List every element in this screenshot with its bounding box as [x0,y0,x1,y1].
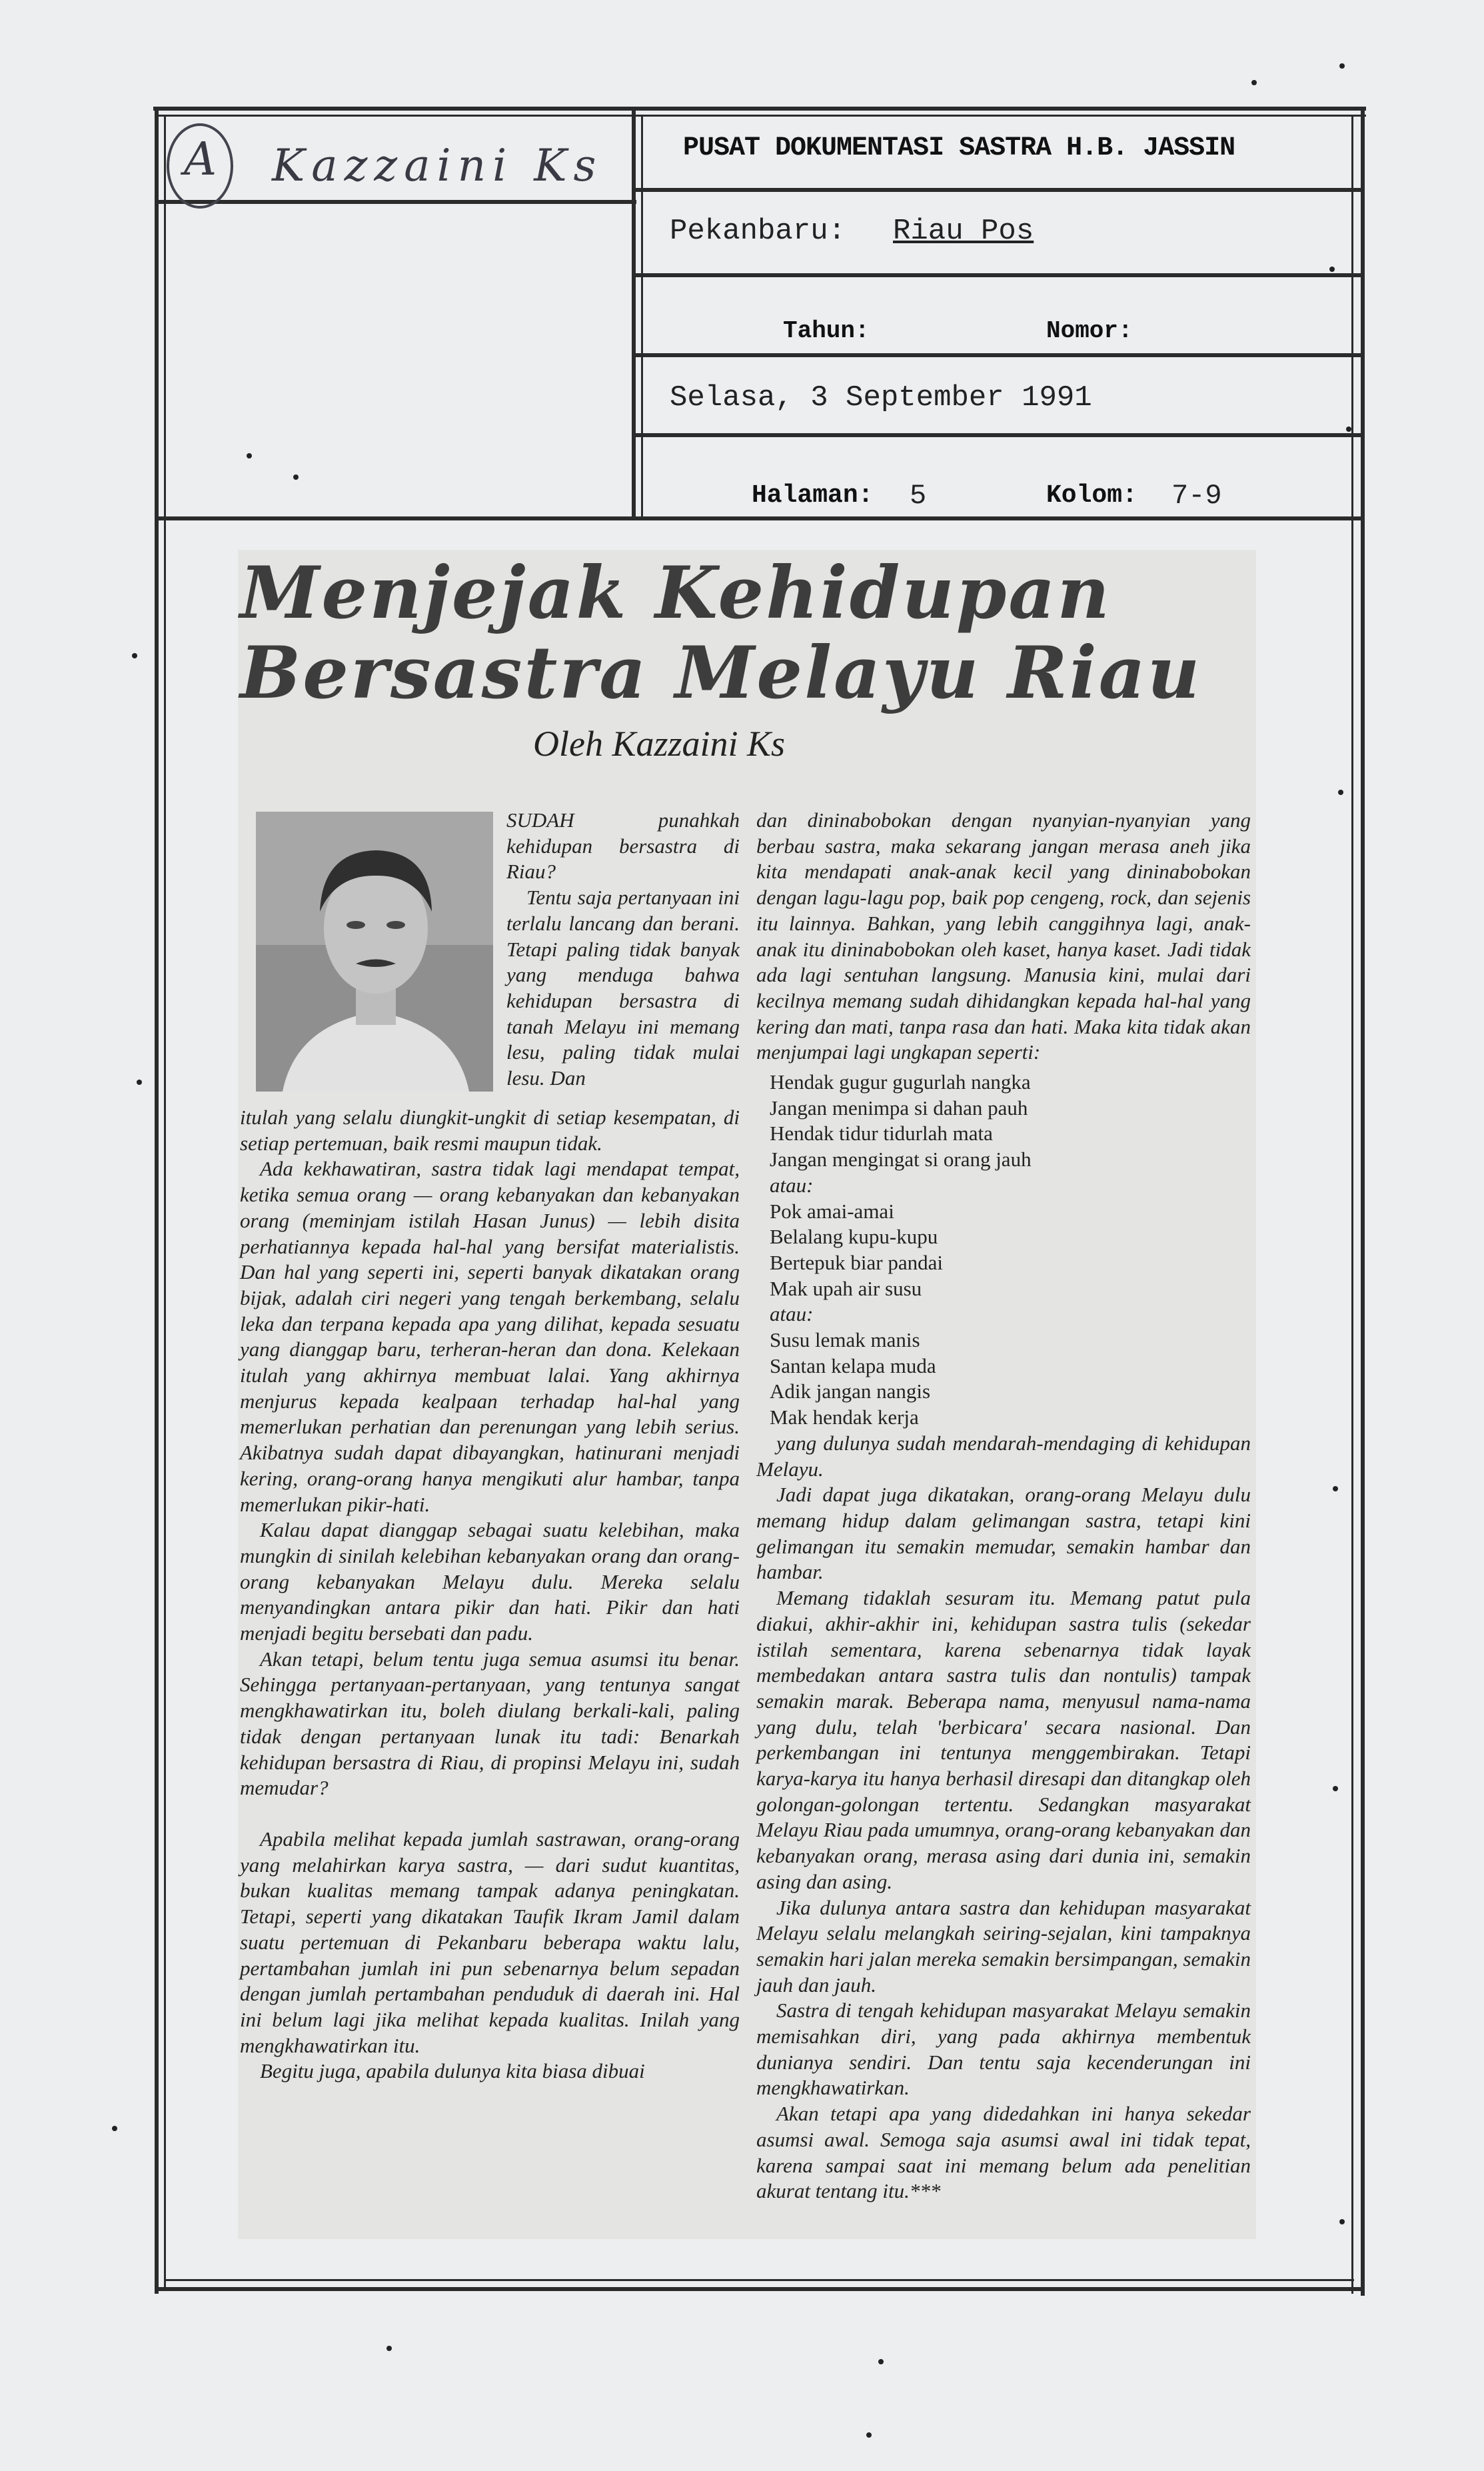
speck [1339,2219,1345,2224]
speck [1338,790,1343,795]
article-byline: Oleh Kazzaini Ks [533,724,786,764]
speck [1329,267,1335,272]
speck [1333,1786,1338,1791]
header-bottom-line [157,516,1363,520]
title-line-1: Menjejak Kehidupan [240,551,1112,635]
article-title [240,553,1253,713]
speck [1346,426,1351,432]
title-line-2: Bersastra Melayu Riau [240,631,1202,715]
halaman-label: Halaman: [752,481,874,510]
frame-top-line [153,107,1366,111]
header-divider-inner [641,117,643,516]
tahun-label: Tahun: [783,317,870,345]
poem-line: Bertepuk biar pandai [770,1250,943,1274]
poem-line: Susu lemak manis [770,1328,920,1352]
speck [866,2432,872,2438]
speck [1251,80,1257,85]
header-row-line-2 [633,273,1363,277]
frame-left-line [155,108,159,2294]
annotation-underline [157,200,636,204]
paragraph: Jadi dapat juga dikatakan, orang-orang Melayu dulu memang hidup dalam gelimangan sastra, tetapi kini gelimangan itu semakin memudar, semakin hambar dan hambar. [756,1483,1251,1584]
paragraph: Memang tidaklah sesuram itu. Memang patut pula diakui, akhir-akhir ini, kehidupan sastra tulis (sekedar istilah sementara, karena sebenarnya tidak layak membedakan antara sastra tulis dan nontulis) tampak semakin marak. Beberapa nama, menyusul nama-nama yang dulu, telah 'berbicara' secara nasional. Dan perkembangan ini tentunya menggembirakan. Tetapi karya-karya itu hanya berhasil diresapi dan ditangkap oleh golongan-golongan tertentu. Sedangkan masyarakat Melayu Riau pada umumnya, orang-orang kebanyakan dan kebanyakan orang, merasa asing dari dunia ini, semakin asing dan asing. [756,1586,1251,1893]
poem-block [770,1070,1251,1431]
archive-title: PUSAT DOKUMENTASI SASTRA H.B. JASSIN [683,133,1235,163]
speck [132,653,137,658]
speck [247,453,252,458]
kolom-value: 7-9 [1171,480,1222,512]
paragraph: itulah yang selalu diungkit-ungkit di setiap kesempatan, di setiap pertemuan, baik resmi maupun tidak. [240,1106,740,1155]
poem-line: Hendak gugur gugurlah nangka [770,1070,1031,1094]
header-row-line-4 [633,433,1363,437]
header-row-line-3 [633,353,1363,357]
left-column-beside-photo [506,808,740,1092]
city-label: Pekanbaru: [670,215,846,248]
left-column [240,1105,740,2084]
author-portrait-icon [256,812,493,1092]
paragraph: Ada kekhawatiran, sastra tidak lagi mendapat tempat, ketika semua orang — orang kebanyakan dan kebanyakan orang (meminjam istilah Hasan Junus) — lebih disita perhatiannya kepada hal-hal yang bersifat materialistis. Dan hal yang seperti ini, seperti banyak dikatakan orang bijak, adalah ciri negeri yang tengah berkembang, selalu leka dan terpana kepada apa yang dilihat, kepada sesuatu yang dianggap baru, terheran-heran dan dona. Kelekaan itulah yang akhirnya membuat lalai. Yang akhirnya menjurus kepada kealpaan terhadap hal-hal yang memerlukan perhatian dan perenungan yang lebih serius. Akibatnya sudah dapat dibayangkan, hatinurani menjadi kering, orang-orang hanya mengikuti alur hambar, tanpa memerlukan pikir-hati. [240,1157,740,1516]
frame-bottom-line-inner [164,2279,1354,2281]
poem-line: Pok amai-amai [770,1199,894,1223]
poem-separator: atau: [770,1173,814,1197]
paragraph: Akan tetapi, belum tentu juga semua asumsi itu benar. Sehingga pertanyaan-pertanyaan, yang tentunya sangat mengkhawatirkan itu, boleh diulang berkali-kali, paling tidak dengan pertanyaan lunak itu tadi: Benarkah kehidupan bersastra di Riau, di propinsi Melayu ini, sudah memudar? [240,1647,740,1800]
poem-line: Mak hendak kerja [770,1405,919,1429]
header-row-line-1 [633,188,1363,192]
speck [878,2359,884,2364]
speck [386,2346,392,2351]
poem-line: Santan kelapa muda [770,1353,936,1377]
paragraph: Kalau dapat dianggap sebagai suatu kelebihan, maka mungkin di sinilah kelebihan kebanyakan orang dan orang-orang kebanyakan Melayu dulu. Mereka selalu menyandingkan antara pikir dan hati. Pikir dan hati menjadi begitu bersebati dan padu. [240,1518,740,1645]
speck [1339,63,1345,69]
frame-left-line-inner [164,115,166,2290]
paragraph: Begitu juga, apabila dulunya kita biasa dibuai [260,2059,645,2083]
poem-separator: atau: [770,1302,814,1326]
frame-top-line-inner [157,115,1366,117]
paragraph: dan dininabobokan dengan nyanyian-nyanyian yang berbau sastra, maka sekarang jangan merasa aneh jika kita mendapati anak-anak kecil yang dininabobokan dengan lagu-lagu pop, baik pop cengeng, rock, dan sejenis itu lainnya. Bahkan, yang lebih canggihnya lagi, anak-anak itu dininabobokan oleh kaset, hanya kaset. Jadi tidak ada lagi sentuhan langsung. Manusia kini, mulai dari kecilnya memang sudah dihidangkan kepada hal-hal yang kering dan mati, tanpa rasa dan hati. Maka kita tidak akan menjumpai lagi ungkapan seperti: [756,808,1251,1064]
author-photo [256,812,493,1092]
frame-right-line-inner [1351,115,1353,2294]
poem-line: Belalang kupu-kupu [770,1225,938,1249]
poem-line: Adik jangan nangis [770,1379,931,1403]
frame-bottom-line [156,2287,1363,2291]
annotation-letter: A [184,133,217,186]
speck [293,474,299,480]
paragraph: Apabila melihat kepada jumlah sastrawan, orang-orang yang melahirkan karya sastra, — dari sudut kuantitas, bukan kualitas memang tampak adanya peningkatan. Tetapi, seperti yang dikatakan Taufik Ikram Jamil dalam suatu pertemuan di Pekanbaru beberapa waktu lalu, pertambahan jumlah ini pun sebenarnya belum sepadan dengan jumlah pertambahan penduduk di daerah ini. Hal ini belum lagi jika melihat kepada kualitas. Inilah yang mengkhawatirkan itu. [240,1827,740,2057]
poem-line: Hendak tidur tidurlah mata [770,1122,993,1146]
speck [1333,1486,1338,1491]
poem-line: Mak upah air susu [770,1276,922,1300]
paragraph: yang dulunya sudah mendarah-mendaging di kehidupan Melayu. [756,1431,1251,1481]
paragraph: Akan tetapi apa yang didedahkan ini hanya sekedar asumsi awal. Semoga saja asumsi awal ini tidak tepat, karena sampai saat ini memang belum ada penelitian akurat tentang itu.*** [756,2102,1251,2203]
right-column [756,808,1251,2204]
paragraph: Jika dulunya antara sastra dan kehidupan masyarakat Melayu selalu melangkah seiring-sejalan, kini tampaknya semakin hari jalan mereka semakin bersimpangan, semakin jauh dan jauh. [756,1895,1251,1997]
opening-paragraph: SUDAH punahkah kehidupan bersastra di Riau? [506,808,740,884]
nomor-label: Nomor: [1046,317,1133,345]
paragraph: Sastra di tengah kehidupan masyarakat Melayu semakin memisahkan diri, yang pada akhirnya membentuk dunianya sendiri. Dan tentu saja kecenderungan ini mengkhawatirkan. [756,1999,1251,2100]
poem-line: Jangan mengingat si orang jauh [770,1148,1032,1172]
annotation-name: Kazzaini Ks [272,140,603,191]
speck [112,2126,117,2131]
poem-line: Jangan menimpa si dahan pauh [770,1096,1028,1120]
publication-date: Selasa, 3 September 1991 [670,381,1092,414]
speck [137,1080,142,1085]
newspaper-name: Riau Pos [893,215,1034,248]
header-divider [632,110,636,520]
halaman-value: 5 [910,480,927,512]
kolom-label: Kolom: [1046,481,1137,510]
beside-photo-paragraph: Tentu saja pertanyaan ini terlalu lancang dan berani. Tetapi paling tidak banyak yang menduga bahwa kehidupan bersastra di tanah Melayu ini memang lesu, paling tidak mulai lesu. Dan [506,886,740,1090]
